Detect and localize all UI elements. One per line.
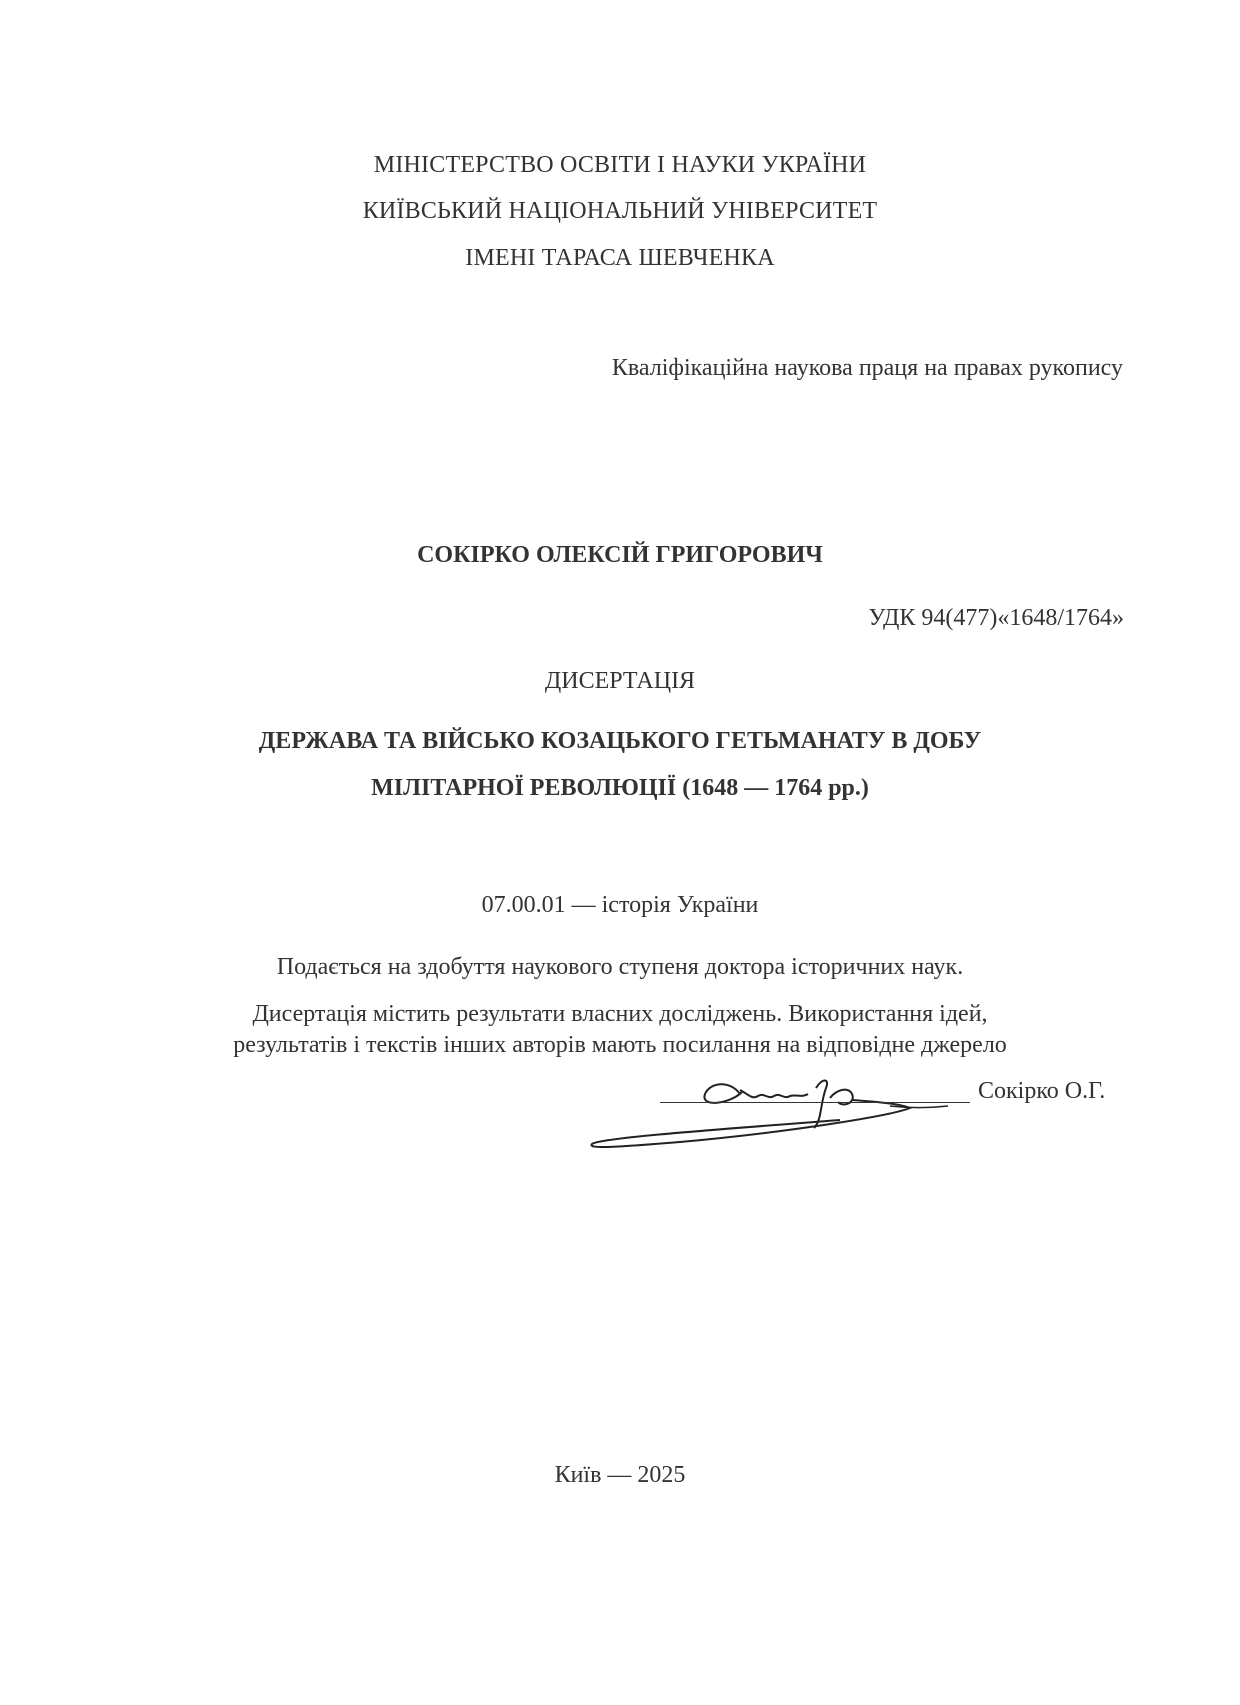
originality-statement-line2: результатів і текстів інших авторів мають посилання на відповідне джерело	[233, 1032, 1007, 1058]
place-and-year: Київ — 2025	[554, 1462, 686, 1488]
ministry-heading: МІНІСТЕРСТВО ОСВІТИ І НАУКИ УКРАЇНИ	[373, 152, 867, 178]
udc-code: УДК 94(477)«1648/1764»	[868, 605, 1124, 631]
originality-statement-line1: Дисертація містить результати власних досліджень. Використання ідей,	[252, 1001, 988, 1027]
signatory-name: Сокірко О.Г.	[978, 1078, 1106, 1104]
dissertation-title-line2: МІЛІТАРНОЇ РЕВОЛЮЦІЇ (1648 — 1764 рр.)	[371, 775, 869, 801]
university-name-line1: КИЇВСЬКИЙ НАЦІОНАЛЬНИЙ УНІВЕРСИТЕТ	[362, 198, 878, 224]
signature-block	[590, 1068, 1130, 1158]
degree-note: Подається на здобуття наукового ступеня доктора історичних наук.	[276, 954, 964, 980]
manuscript-status-note: Кваліфікаційна наукова праця на правах рукопису	[611, 355, 1123, 381]
document-type: ДИСЕРТАЦІЯ	[544, 668, 696, 694]
dissertation-title-line1: ДЕРЖАВА ТА ВІЙСЬКО КОЗАЦЬКОГО ГЕТЬМАНАТУ В ДОБУ	[258, 728, 982, 754]
university-name-line2: ІМЕНІ ТАРАСА ШЕВЧЕНКА	[465, 245, 775, 271]
specialty-code: 07.00.01 — історія України	[481, 892, 759, 918]
handwritten-signature	[590, 1068, 990, 1158]
signature-line	[660, 1102, 970, 1103]
author-name: СОКІРКО ОЛЕКСІЙ ГРИГОРОВИЧ	[417, 542, 823, 568]
